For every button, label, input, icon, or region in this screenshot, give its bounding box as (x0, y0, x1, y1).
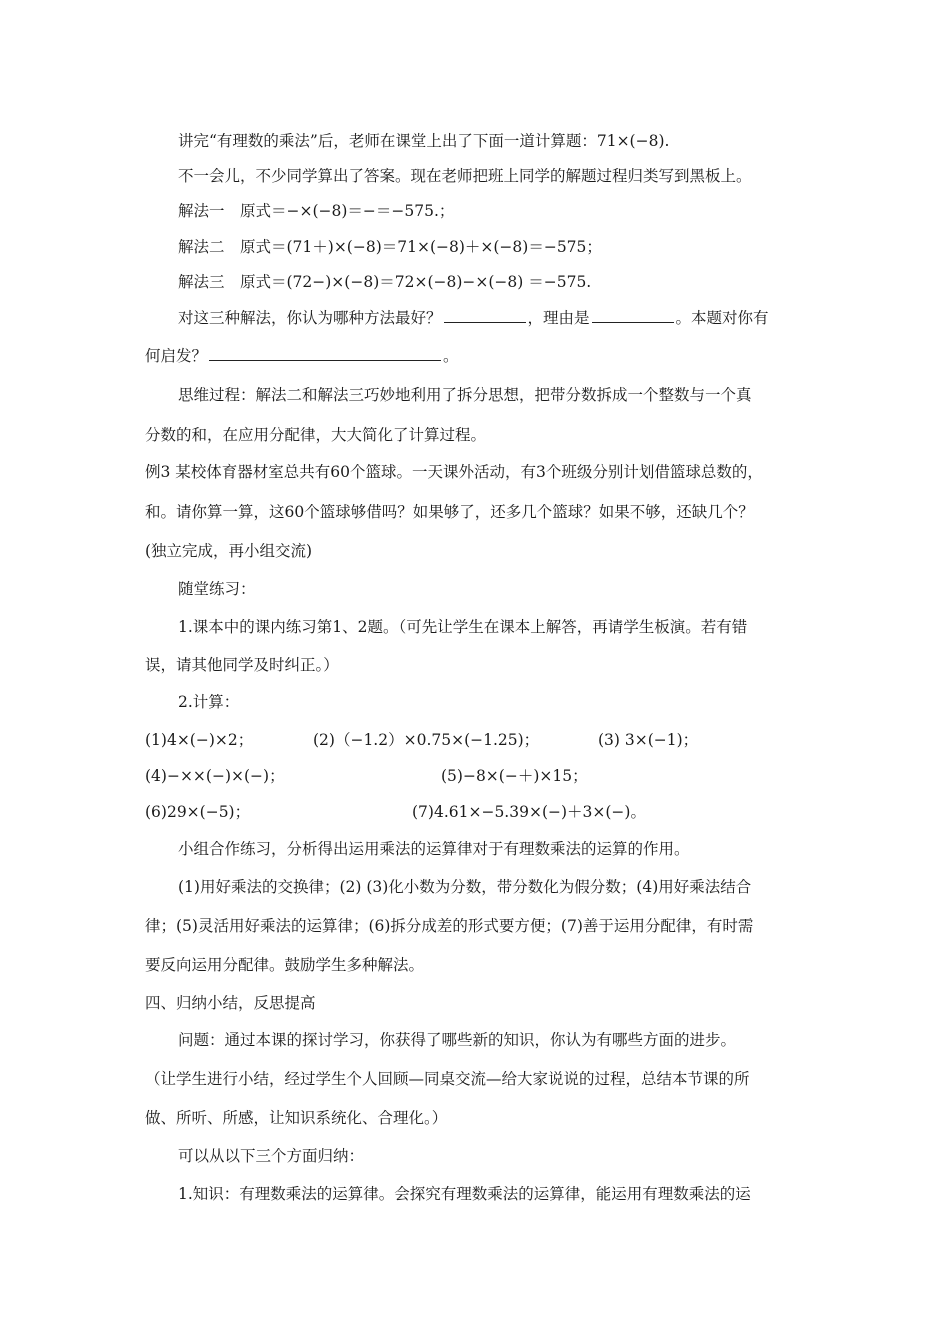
paragraph: 1.课本中的课内练习第1、2题。（可先让学生在课本上解答，再请学生板演。若有错 (178, 618, 748, 636)
solution-three: 解法三 原式＝(72−)×(−8)＝72×(−8)−×(−8) ＝−575. (178, 273, 592, 291)
exercise-6: (6)29×(−5)； (145, 803, 251, 821)
exercise-3: (3) 3×(−1)； (598, 731, 699, 749)
paragraph: 要反向运用分配律。鼓励学生多种解法。 (145, 956, 425, 974)
paragraph: 小组合作练习，分析得出运用乘法的运算律对于有理数乘法的运算的作用。 (178, 840, 690, 858)
question-tail: 。本题对你有 (675, 309, 769, 327)
paragraph: 可以从以下三个方面归纳： (178, 1147, 365, 1165)
paragraph: 误，请其他同学及时纠正。） (145, 656, 339, 674)
answer-blank-reason[interactable] (592, 308, 674, 323)
paragraph: 2.计算： (178, 693, 240, 711)
answer-blank-best[interactable] (444, 308, 526, 323)
reason-label: ，理由是 (527, 309, 590, 327)
section-heading: 四、归纳小结，反思提高 (145, 994, 316, 1012)
exercise-5: (5)−8×(−＋)×15； (441, 767, 588, 785)
paragraph: 1.知识：有理数乘法的运算律。会探究有理数乘法的运算律，能运用有理数乘法的运 (178, 1185, 751, 1203)
exercise-2: (2)（−1.2）×0.75×(−1.25)； (313, 731, 540, 749)
solution-two: 解法二 原式＝(71＋)×(−8)＝71×(−8)＋×(−8)＝−575； (178, 238, 602, 256)
paragraph: 问题：通过本课的探讨学习，你获得了哪些新的知识，你认为有哪些方面的进步。 (178, 1031, 737, 1049)
paragraph: 和。请你算一算，这60个篮球够借吗？如果够了，还多几个篮球？如果不够，还缺几个？ (145, 503, 754, 521)
exercise-7: (7)4.61×−5.39×(−)＋3×(−)。 (412, 803, 646, 821)
paragraph: 律；(5)灵活用好乘法的运算律；(6)拆分成差的形式要方便；(7)善于运用分配律，有时需 (145, 917, 754, 935)
exercise-4: (4)−××(−)×(−)； (145, 767, 285, 785)
paragraph: (1)用好乘法的交换律；(2) (3)化小数为分数，带分数化为假分数；(4)用好乘法结合 (178, 878, 752, 896)
answer-blank-inspiration[interactable] (209, 346, 441, 361)
paragraph: 做、所听、所感，让知识系统化、合理化。） (145, 1109, 448, 1127)
solution-one: 解法一 原式＝−×(−8)＝−＝−575.； (178, 202, 455, 220)
paragraph: 讲完“有理数的乘法”后，老师在课堂上出了下面一道计算题：71×(−8). (178, 132, 670, 150)
question-line (178, 308, 769, 328)
example-3: 例3 某校体育器材室总共有60个篮球。一天课外活动，有3个班级分别计划借篮球总数的， (145, 463, 763, 481)
paragraph: （让学生进行小结，经过学生个人回顾—同桌交流—给大家说说的过程，总结本节课的所 (145, 1070, 750, 1088)
section-heading: 随堂练习： (178, 580, 256, 598)
paragraph: 思维过程：解法二和解法三巧妙地利用了拆分思想，把带分数拆成一个整数与一个真 (178, 386, 752, 404)
paragraph: (独立完成，再小组交流) (145, 542, 313, 560)
paragraph: 分数的和，在应用分配律，大大简化了计算过程。 (145, 426, 487, 444)
question-line-2 (145, 346, 459, 366)
question-text: 对这三种解法，你认为哪种方法最好？ (178, 309, 442, 327)
inspiration-label: 何启发？ (145, 347, 208, 365)
paragraph: 不一会儿，不少同学算出了答案。现在老师把班上同学的解题过程归类写到黑板上。 (178, 167, 752, 185)
exercise-1: (1)4×(−)×2； (145, 731, 254, 749)
period: 。 (443, 347, 459, 365)
